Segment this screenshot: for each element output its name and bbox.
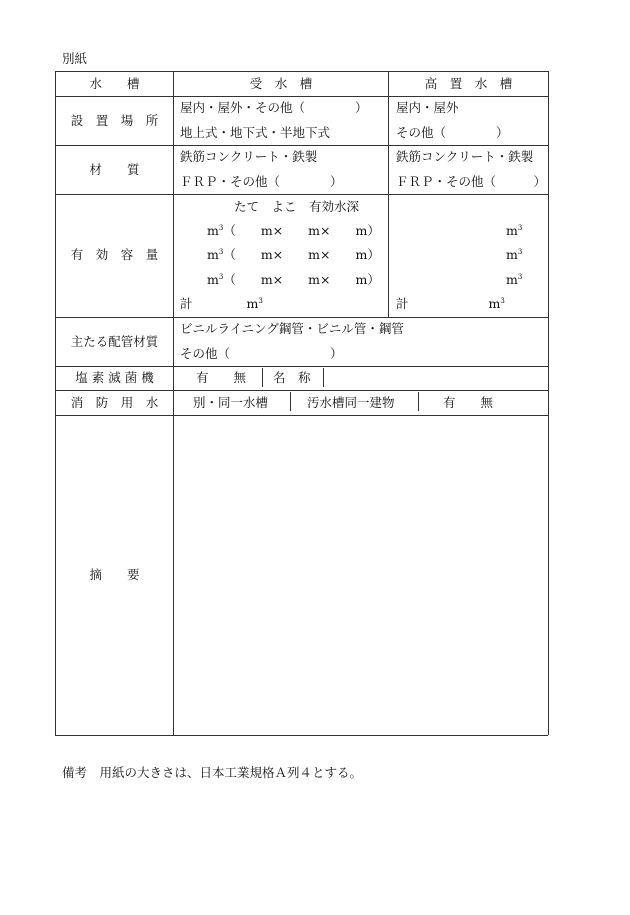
capacity-row: $m^3$（ m× m× m） — [207, 223, 380, 238]
header-tank: 水 槽 — [89, 76, 140, 91]
summary-area[interactable] — [175, 417, 547, 733]
tank-column-divider — [388, 71, 389, 317]
fire-water-label: 消 防 用 水 — [70, 395, 159, 410]
table-border-top — [55, 71, 548, 72]
capacity-elevated-unit: $m^3$ — [506, 223, 523, 238]
chlorine-option: 有 無 — [196, 370, 247, 385]
material-receiving-line1: 鉄筋コンクリート・鉄製 — [180, 149, 318, 164]
row-divider — [55, 366, 548, 367]
row-divider — [55, 415, 548, 416]
attachment-label: 別紙 — [62, 51, 88, 66]
chlorine-label: 塩 素 滅 菌 機 — [75, 370, 154, 385]
fire-option-yes-no: 有 無 — [443, 395, 494, 410]
row-divider — [55, 390, 548, 391]
fire-divider — [290, 392, 291, 411]
location-elevated-line1: 屋内・屋外 — [396, 100, 459, 115]
capacity-row: $m^3$（ m× m× m） — [207, 247, 380, 262]
fire-option-same-building: 汚水槽同一建物 — [307, 395, 395, 410]
table-border-bottom — [55, 735, 548, 736]
chlorine-name-label: 名 称 — [273, 370, 311, 385]
location-elevated-line2: その他（ ） — [396, 125, 509, 140]
row-divider — [55, 145, 548, 146]
capacity-dims-header: たて よこ 有効水深 — [234, 199, 360, 214]
material-elevated-line2: ＦＲＰ・その他（ ） — [396, 174, 547, 189]
header-elevated-tank: 高 置 水 槽 — [424, 76, 513, 91]
row-divider — [55, 96, 548, 97]
row-divider — [55, 194, 548, 195]
summary-label: 摘 要 — [89, 567, 140, 582]
material-receiving-line2: ＦＲＰ・その他（ ） — [180, 174, 343, 189]
capacity-total-elevated: 計 $m^3$ — [396, 296, 505, 311]
material-label: 材 質 — [89, 162, 140, 177]
capacity-row: $m^3$（ m× m× m） — [207, 272, 380, 287]
fire-divider — [418, 392, 419, 411]
piping-label: 主たる配管材質 — [70, 334, 159, 349]
piping-line2: その他（ ） — [180, 346, 343, 361]
table-border-right — [548, 71, 549, 735]
location-receiving-line2: 地上式・地下式・半地下式 — [180, 125, 331, 140]
piping-line1: ビニルライニング鋼管・ビニル管・鋼管 — [180, 321, 404, 336]
row-divider — [55, 317, 548, 318]
chlorine-divider — [262, 368, 263, 387]
material-elevated-line1: 鉄筋コンクリート・鉄製 — [396, 149, 534, 164]
capacity-label: 有 効 容 量 — [70, 247, 159, 262]
capacity-elevated-unit: $m^3$ — [506, 247, 523, 262]
header-receiving-tank: 受 水 槽 — [249, 76, 313, 91]
label-column-divider — [173, 71, 174, 735]
capacity-elevated-unit: $m^3$ — [506, 272, 523, 287]
location-label: 設 置 場 所 — [70, 113, 159, 128]
fire-option-same-tank: 別・同一水槽 — [193, 395, 269, 410]
location-receiving-line1: 屋内・屋外・その他（ ） — [180, 100, 368, 115]
footnote: 備考 用紙の大きさは、日本工業規格Ａ列４とする。 — [62, 765, 363, 780]
capacity-total-receiving: 計 $m^3$ — [180, 296, 263, 311]
chlorine-divider — [323, 368, 324, 387]
